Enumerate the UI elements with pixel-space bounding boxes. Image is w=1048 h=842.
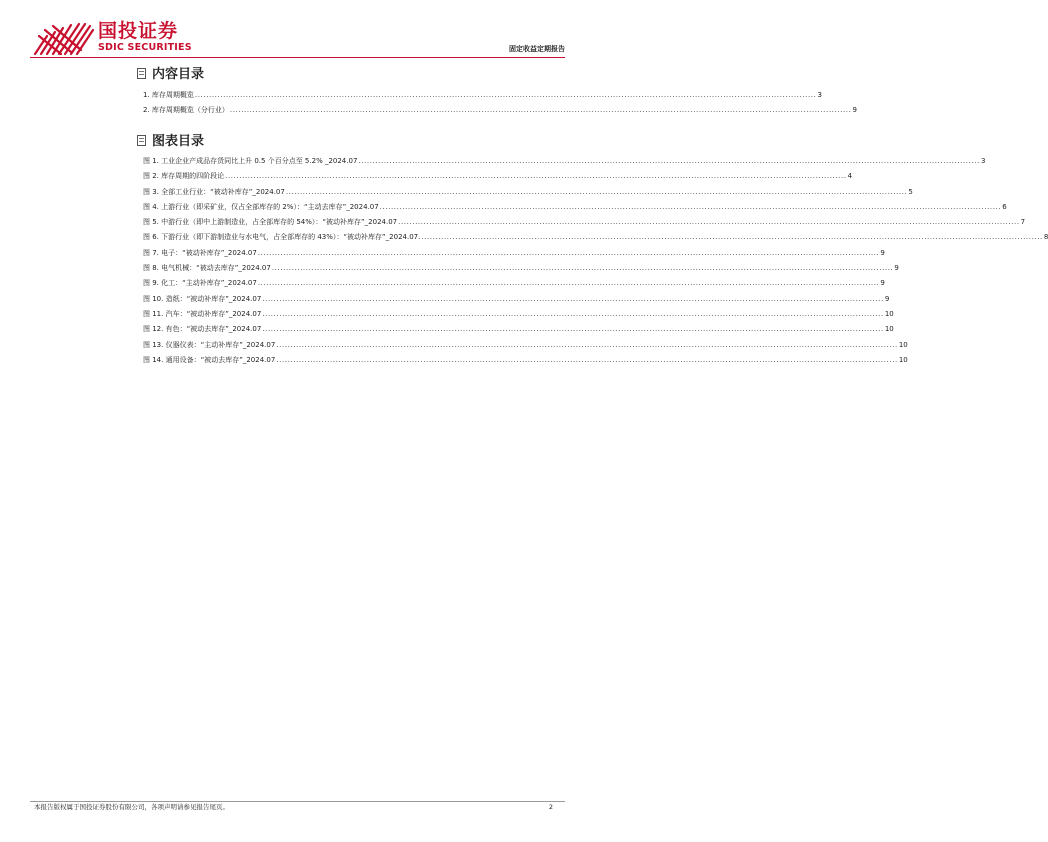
toc-entry-label: 图 10. 造纸：“被动补库存”_2024.07 — [143, 294, 262, 303]
toc-entry-page: 3 — [980, 157, 986, 165]
dot-leader: ............................................................................................................................................................................................................................ — [285, 187, 908, 196]
toc-entry-label: 图 6. 下游行业（即下游制造业与水电气，占全部库存的 43%）：“被动补库存”_2024.07. — [143, 233, 421, 242]
toc-entry-page: 10 — [884, 309, 894, 318]
dot-leader: ............................................................................................................................................................................................................................ — [271, 264, 894, 273]
logo-chinese-name: 国投证券 — [98, 20, 179, 42]
toc-entry-label: 图 8. 电气机械：“被动去库存”_2024.07 — [143, 264, 271, 273]
page-header — [0, 0, 595, 62]
page-number: 2 — [548, 803, 553, 811]
toc-entry[interactable] — [143, 215, 1026, 230]
footer-disclaimer: 本报告版权属于国投证券股份有限公司，各项声明请参见报告尾页。 — [34, 803, 229, 811]
toc-entry-label: 图 2. 库存周期的四阶段论 — [143, 172, 225, 181]
toc-entry-label: 2. 库存周期概览（分行业） — [143, 106, 229, 115]
figures-list — [143, 154, 1048, 368]
toc-entry-page: 9 — [852, 106, 857, 115]
toc-entry-label: 图 3. 全部工业行业：“被动补库存”_2024.07 — [143, 187, 285, 196]
toc-entry-label: 1. 库存周期概览 — [143, 91, 194, 99]
header-divider — [30, 57, 565, 58]
dot-leader: ............................................................................................................................................................................................................................ — [257, 248, 880, 257]
toc-entry[interactable] — [143, 353, 908, 368]
toc-entry[interactable] — [143, 322, 894, 337]
dot-leader: ............................................................................................................................................................................................................................ — [262, 325, 884, 334]
document-icon — [137, 135, 146, 146]
contents-list — [143, 88, 857, 119]
toc-entry-label: 图 12. 有色：“被动去库存”_2024.07 — [143, 325, 262, 334]
document-icon — [137, 68, 146, 79]
toc-entry[interactable] — [143, 307, 894, 322]
toc-entry-page: 9 — [880, 248, 885, 257]
dot-leader: ............................................................................................................................................................................................................................ — [257, 279, 880, 288]
toc-entry-page: 7 — [1020, 218, 1026, 227]
toc-entry[interactable] — [143, 338, 908, 353]
dot-leader: ............................................................................................................................................................................................................................ — [229, 106, 852, 115]
toc-entry-page: 10 — [898, 340, 908, 349]
toc-entry[interactable] — [143, 261, 899, 276]
toc-entry[interactable] — [143, 292, 890, 307]
toc-entry-page: 10 — [884, 325, 894, 334]
toc-entry[interactable] — [143, 246, 885, 261]
dot-leader: ............................................................................................................................................................................................................................ — [398, 218, 1020, 227]
toc-entry-label: 图 1. 工业企业产成品存货同比上升 0.5 个百分点至 5.2% _2024.07 — [143, 157, 358, 165]
sdic-logo-icon — [33, 22, 95, 56]
toc-entry[interactable] — [143, 103, 857, 118]
dot-leader: ............................................................................................................................................................................................................................ — [225, 172, 847, 181]
dot-leader: ............................................................................................................................................................................................................................ — [276, 355, 898, 364]
toc-entry-page: 3 — [817, 91, 822, 99]
toc-entry[interactable] — [143, 185, 913, 200]
toc-entry[interactable] — [143, 88, 822, 103]
logo-english-name: SDIC SECURITIES — [98, 42, 192, 53]
toc-entry[interactable] — [143, 169, 853, 184]
footer-divider — [30, 801, 565, 802]
dot-leader: ............................................................................................................................................................................................................................ — [379, 202, 1002, 211]
toc-entry-label: 图 13. 仪器仪表：“主动补库存”_2024.07 — [143, 340, 276, 349]
contents-title: 内容目录 — [152, 67, 205, 82]
toc-entry-label: 图 9. 化工：“主动补库存”_2024.07 — [143, 279, 257, 288]
toc-entry-label: 图 14. 通用设备：“被动去库存”_2024.07 — [143, 355, 276, 364]
toc-entry-page: 4 — [847, 172, 853, 181]
report-type-label: 固定收益定期报告 — [509, 45, 565, 53]
toc-entry-label: 图 7. 电子：“被动补库存”_2024.07 — [143, 248, 257, 257]
toc-entry-page: 5 — [908, 187, 913, 196]
figures-title: 图表目录 — [152, 134, 205, 149]
toc-entry[interactable] — [143, 276, 885, 291]
dot-leader: ............................................................................................................................................................................................................................ — [421, 233, 1043, 242]
toc-entry[interactable] — [143, 230, 1048, 245]
dot-leader: ............................................................................................................................................................................................................................ — [358, 157, 980, 165]
toc-entry-page: 10 — [898, 355, 908, 364]
toc-entry-page: 9 — [880, 279, 885, 288]
toc-entry-label: 图 11. 汽车：“被动补库存”_2024.07 — [143, 309, 262, 318]
dot-leader: ............................................................................................................................................................................................................................ — [262, 309, 884, 318]
toc-entry-page: 9 — [894, 264, 899, 273]
dot-leader: ............................................................................................................................................................................................................................ — [194, 91, 817, 99]
contents-heading — [137, 66, 204, 84]
dot-leader: ............................................................................................................................................................................................................................ — [262, 294, 884, 303]
toc-entry[interactable] — [143, 154, 986, 169]
toc-entry-label: 图 5. 中游行业（即中上游制造业，占全部库存的 54%）：“被动补库存”_2024.07 — [143, 218, 398, 227]
toc-entry-page: 6 — [1002, 202, 1007, 211]
toc-entry-label: 图 4. 上游行业（即采矿业，仅占全部库存的 2%）：“主动去库存”_2024.07 — [143, 202, 379, 211]
dot-leader: ............................................................................................................................................................................................................................ — [276, 340, 898, 349]
toc-entry-page: 8 — [1043, 233, 1048, 242]
toc-entry[interactable] — [143, 200, 1007, 215]
figures-heading — [137, 133, 204, 151]
toc-entry-page: 9 — [884, 294, 890, 303]
